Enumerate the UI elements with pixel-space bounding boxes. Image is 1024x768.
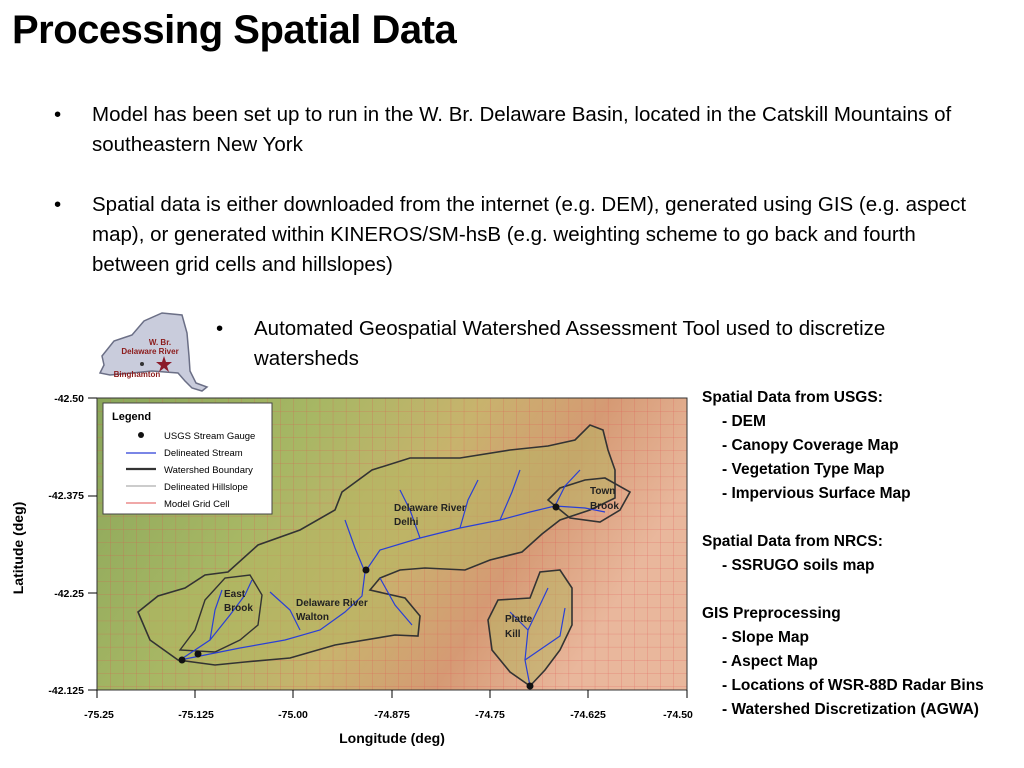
legend-title: Legend — [112, 411, 152, 423]
group-nrcs — [702, 530, 1020, 578]
x-axis-label: Longitude (deg) — [339, 730, 445, 746]
x-tick-label: -74.875 — [374, 709, 410, 721]
x-tick-label: -75.00 — [278, 709, 308, 721]
gauge-town-brook — [553, 504, 560, 511]
x-tick-label: -74.625 — [570, 709, 606, 721]
y-ticks — [88, 398, 97, 690]
bullet-item-agwa: • Automated Geospatial Watershed Assessment Tool used to discretize watersheds — [216, 314, 896, 374]
spatial-data-list — [702, 386, 1020, 746]
legend-item: USGS Stream Gauge — [164, 431, 256, 442]
bullet-list — [54, 100, 994, 310]
label-platte-2: Kill — [505, 629, 521, 640]
inset-label-city: Binghamton — [113, 370, 161, 379]
binghamton-dot — [140, 362, 144, 366]
map-legend — [103, 403, 272, 514]
x-tick-label: -74.75 — [475, 709, 505, 721]
list-item: - Watershed Discretization (AGWA) — [722, 701, 979, 718]
label-delhi-1: Delaware River — [394, 503, 466, 514]
group-usgs — [702, 386, 1020, 506]
y-axis-label: Latitude (deg) — [10, 501, 26, 595]
legend-item: Watershed Boundary — [164, 465, 253, 476]
list-item: - Slope Map — [722, 629, 809, 646]
group-gis — [702, 602, 1020, 722]
list-item: - Aspect Map — [722, 653, 818, 670]
list-item: - DEM — [722, 413, 766, 430]
label-platte-1: Platte — [505, 614, 533, 625]
x-ticks — [97, 690, 687, 698]
slide-title: Processing Spatial Data — [12, 8, 457, 52]
inset-label-line1: W. Br. — [148, 338, 172, 347]
label-town-2: Brook — [590, 501, 619, 512]
label-walton-2: Walton — [296, 612, 329, 623]
gauge-east-brook — [179, 657, 186, 664]
list-item: - Impervious Surface Map — [722, 485, 911, 502]
gauge-walton — [195, 651, 202, 658]
y-tick-label: -42.125 — [48, 685, 84, 697]
legend-item: Delineated Hillslope — [164, 482, 248, 493]
bullet-item: • Model has been set up to run in the W. Br. Delaware Basin, located in the Catskill Mountains of southeastern New York — [54, 100, 994, 160]
legend-item: Model Grid Cell — [164, 499, 230, 510]
group-heading: Spatial Data from NRCS: — [702, 533, 883, 550]
y-tick-label: -42.375 — [48, 490, 84, 502]
x-tick-label: -74.50 — [663, 709, 693, 721]
label-walton-1: Delaware River — [296, 598, 368, 609]
gauge-delhi — [363, 567, 370, 574]
label-east-1: East — [224, 589, 246, 600]
list-item: - Canopy Coverage Map — [722, 437, 899, 454]
y-tick-label: -42.25 — [54, 588, 84, 600]
watershed-map-figure — [0, 388, 700, 760]
legend-gauge-symbol — [138, 432, 144, 438]
group-heading: GIS Preprocessing — [702, 605, 841, 622]
label-delhi-2: Delhi — [394, 517, 419, 528]
list-item: - Vegetation Type Map — [722, 461, 885, 478]
x-tick-label: -75.125 — [178, 709, 214, 721]
bullet-list-agwa — [216, 314, 896, 374]
inset-label-line2: Delaware River — [121, 347, 179, 356]
gauge-platte-kill — [527, 683, 534, 690]
list-item: - Locations of WSR-88D Radar Bins — [722, 677, 984, 694]
group-heading: Spatial Data from USGS: — [702, 389, 883, 406]
label-town-1: Town — [590, 486, 616, 497]
y-tick-label: -42.50 — [54, 393, 84, 405]
bullet-item: • Spatial data is either downloaded from the internet (e.g. DEM), generated using GIS (e.g. aspect map), or generated within KINEROS/SM-hsB (e.g. weighting scheme to go back and fourth between grid cells and hillslopes) — [54, 190, 994, 280]
legend-item: Delineated Stream — [164, 448, 243, 459]
x-tick-label: -75.25 — [84, 709, 114, 721]
list-item: - SSRUGO soils map — [722, 557, 875, 574]
new-york-inset-map — [92, 311, 212, 393]
label-east-2: Brook — [224, 603, 253, 614]
